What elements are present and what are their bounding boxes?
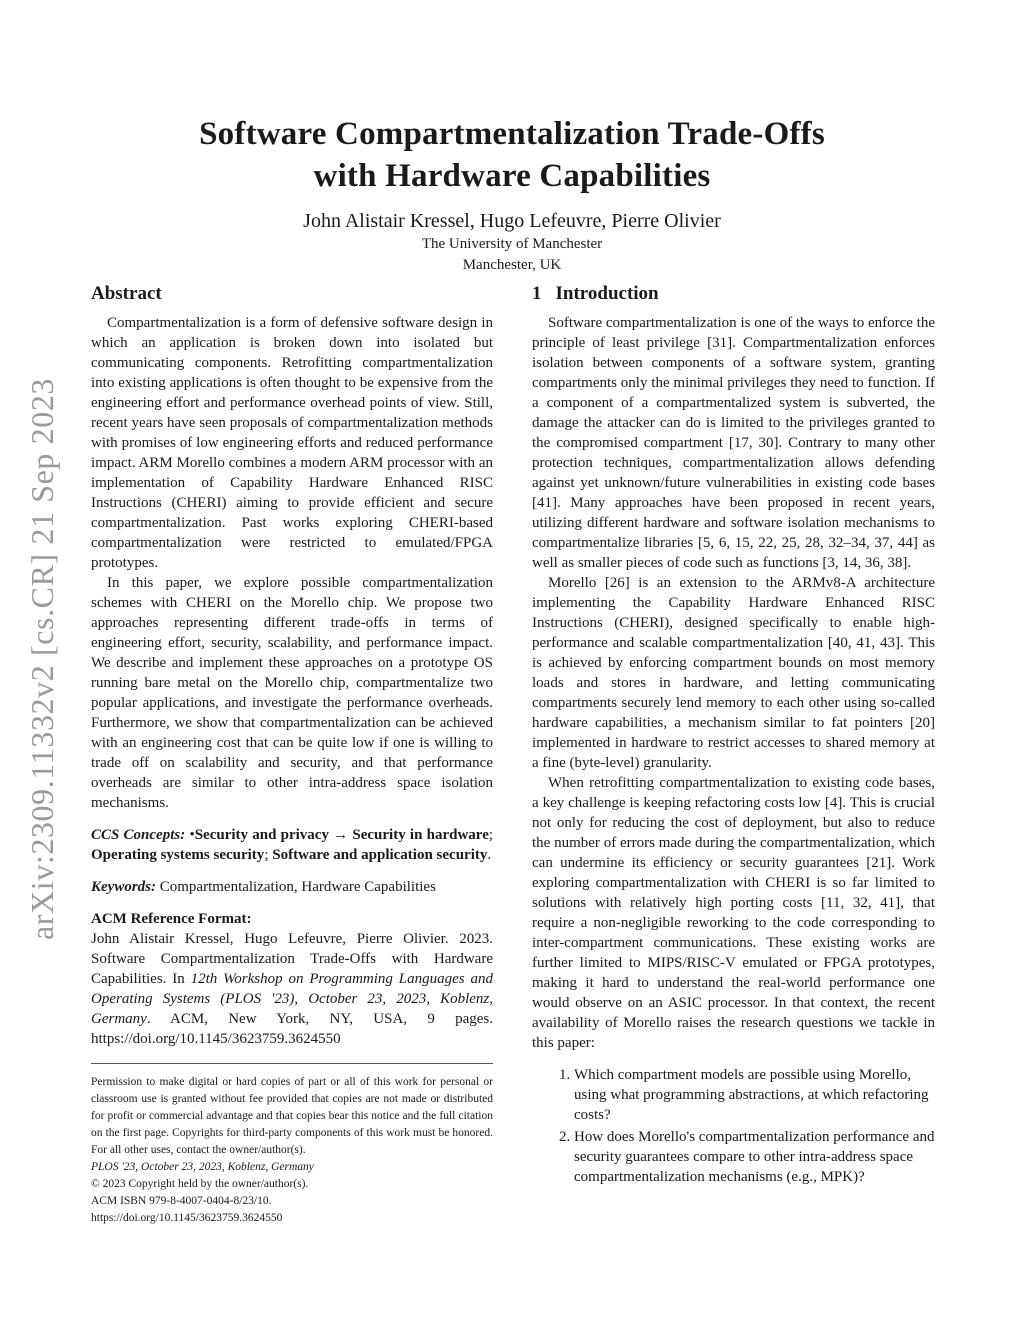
- left-column: [91, 281, 493, 1227]
- affiliation: The University of Manchester: [421, 236, 603, 252]
- right-column: [532, 281, 935, 1189]
- author-list: John Alistair Kressel, Hugo Lefeuvre, Pierre Olivier: [303, 210, 721, 232]
- ccs-concept-1: Security and privacy: [194, 827, 329, 843]
- abstract-paragraph-2: In this paper, we explore possible compartmentalization schemes with CHERI on the Morello chip. We propose two approaches representing different trade-offs in terms of engineering effort, security, scalability, and performance impact. We describe and implement these approaches on a prototype OS running bare metal on the Morello chip, compartmentalize two popular applications, and investigate the performance overheads. Furthermore, we show that compartmentalization can be achieved with an engineering cost that can be quite low if one is willing to trade off on scalability and security, and that performance overheads are similar to other intra-address space isolation mechanisms.: [91, 575, 493, 811]
- intro-heading: [532, 281, 935, 307]
- intro-paragraph-1: Software compartmentalization is one of the ways to enforce the principle of least privilege [31]. Compartmentalization enforces isolation between components of a software system, granting compartments only the minimal privileges they need to function. If a component of a compartmentalized system is subverted, the damage the attacker can do is limited to the privileges granted to the compromised compartment [17, 30]. Contrary to many other protection techniques, compartmentalization allows defending against yet unknown/future vulnerabilities in existing code bases [41]. Many approaches have been proposed in recent years, utilizing different hardware and software isolation mechanisms to compartmentalize libraries [5, 6, 15, 22, 25, 28, 32–34, 37, 44] as well as smaller pieces of code such as functions [3, 14, 36, 38].: [532, 315, 935, 571]
- section-title: Introduction: [555, 283, 659, 304]
- acm-reference-text: [91, 929, 493, 1049]
- footnote-divider: [91, 1063, 493, 1064]
- abstract-heading: Abstract: [91, 283, 162, 304]
- ccs-bullet: •: [189, 827, 195, 843]
- ccs-concept-3: Operating systems security: [91, 847, 265, 863]
- title-line-1: Software Compartmentalization Trade-Offs: [199, 116, 825, 152]
- ccs-end: .: [487, 847, 492, 863]
- keywords-text: Compartmentalization, Hardware Capabilities: [159, 879, 436, 895]
- ccs-separator-1: ;: [488, 827, 494, 843]
- paper-title: [0, 113, 1024, 197]
- acm-reference-heading: ACM Reference Format:: [91, 911, 252, 927]
- abstract-paragraph-1: Compartmentalization is a form of defensive software design in which an application is broken down into isolated but communicating components. Retrofitting compartmentalization into existing applications is often thought to be expensive from the engineering effort and performance overhead points of view. Still, recent years have seen proposals of compartmentalization methods with promises of low engineering efforts and reduced performance impact. ARM Morello combines a modern ARM processor with an implementation of Capability Hardware Enhanced RISC Instructions (CHERI) aiming to provide efficient and secure compartmentalization. Past works exploring CHERI-based compartmentalization were restricted to emulated/FPGA prototypes.: [91, 315, 493, 571]
- keywords: [91, 877, 493, 897]
- acm-ref-venue: 12th Workshop on Programming Languages and Operating Systems (PLOS '23), October 23, 2023, Koblenz, Germany: [91, 971, 493, 1027]
- ccs-concept-4: Software and application security: [272, 847, 488, 863]
- section-number: 1: [532, 283, 542, 304]
- ccs-arrow: →: [328, 827, 353, 843]
- intro-paragraph-3: When retrofitting compartmentalization to existing code bases, a key challenge is keeping refactoring costs low [4]. This is crucial not only for reducing the cost of deployment, but also to reduce the number of errors made during the compartmentalization, which can undermine its efficiency or security guarantees [21]. Work exploring compartmentalization with CHERI is so far limited to solutions with relatively high porting costs [11, 32, 41], that require a non-negligible reworking to the code corresponding to inter-compartment communications. These existing works are further limited to MIPS/RISC-V emulated or FPGA prototypes, making it hard to understand the real-world performance one would observe on an ASIC processor. In that context, the recent availability of Morello raises the research questions we tackle in this paper:: [532, 775, 935, 1051]
- keywords-label: Keywords:: [91, 879, 156, 895]
- arxiv-id: arXiv:2309.11332v2 [cs.CR] 21 Sep 2023: [24, 377, 60, 940]
- isbn-line: ACM ISBN 979-8-4007-0404-8/23/10.: [91, 1195, 272, 1207]
- conference-line: PLOS '23, October 23, 2023, Koblenz, Germany: [91, 1161, 314, 1173]
- acm-ref-part-1: John Alistair Kressel, Hugo Lefeuvre, Pierre Olivier. 2023. Software Compartmentalization Trade-Offs with Hardware Capabilities. In: [91, 931, 493, 987]
- ccs-concepts: [91, 825, 493, 865]
- acm-ref-part-2: . ACM, New York, NY, USA, 9 pages. https://doi.org/10.1145/3623759.3624550: [91, 1011, 493, 1047]
- list-item: 1. Which compartment models are possible using Morello, using what programming abstractions, at which refactoring costs?: [574, 1065, 935, 1125]
- ccs-separator-2: ;: [264, 847, 273, 863]
- intro-paragraph-2: Morello [26] is an extension to the ARMv8-A architecture implementing the Capability Hardware Enhanced RISC Instructions (CHERI), designed specifically to enable high-performance and scalable compartmentalization [40, 41, 43]. This is achieved by enforcing compartment bounds on most memory loads and stores in hardware, and letting communicating compartments securely lend memory to each other using so-called hardware capabilities, a mechanism similar to fat pointers [20] implemented in hardware to restrict accesses to shared memory at a fine (byte-level) granularity.: [532, 575, 935, 771]
- permission-notice: Permission to make digital or hard copies of part or all of this work for personal or classroom use is granted without fee provided that copies are not made or distributed for profit or commercial advantage and that copies bear this notice and the full citation on the first page. Copyrights for third-party components of this work must be honored. For all other uses, contact the owner/author(s).: [91, 1076, 493, 1156]
- location: Manchester, UK: [462, 257, 562, 273]
- list-item: 2. How does Morello's compartmentalization performance and security guarantees compare to other intra-address space compartmentalization mechanisms (e.g., MPK)?: [574, 1127, 935, 1187]
- copyright-line: © 2023 Copyright held by the owner/author(s).: [91, 1178, 309, 1190]
- ccs-label: CCS Concepts:: [91, 827, 186, 843]
- research-questions: [532, 1065, 935, 1187]
- ccs-concept-2: Security in hardware: [352, 827, 489, 843]
- doi-link[interactable]: https://doi.org/10.1145/3623759.3624550: [91, 1212, 283, 1224]
- title-line-2: with Hardware Capabilities: [313, 158, 711, 194]
